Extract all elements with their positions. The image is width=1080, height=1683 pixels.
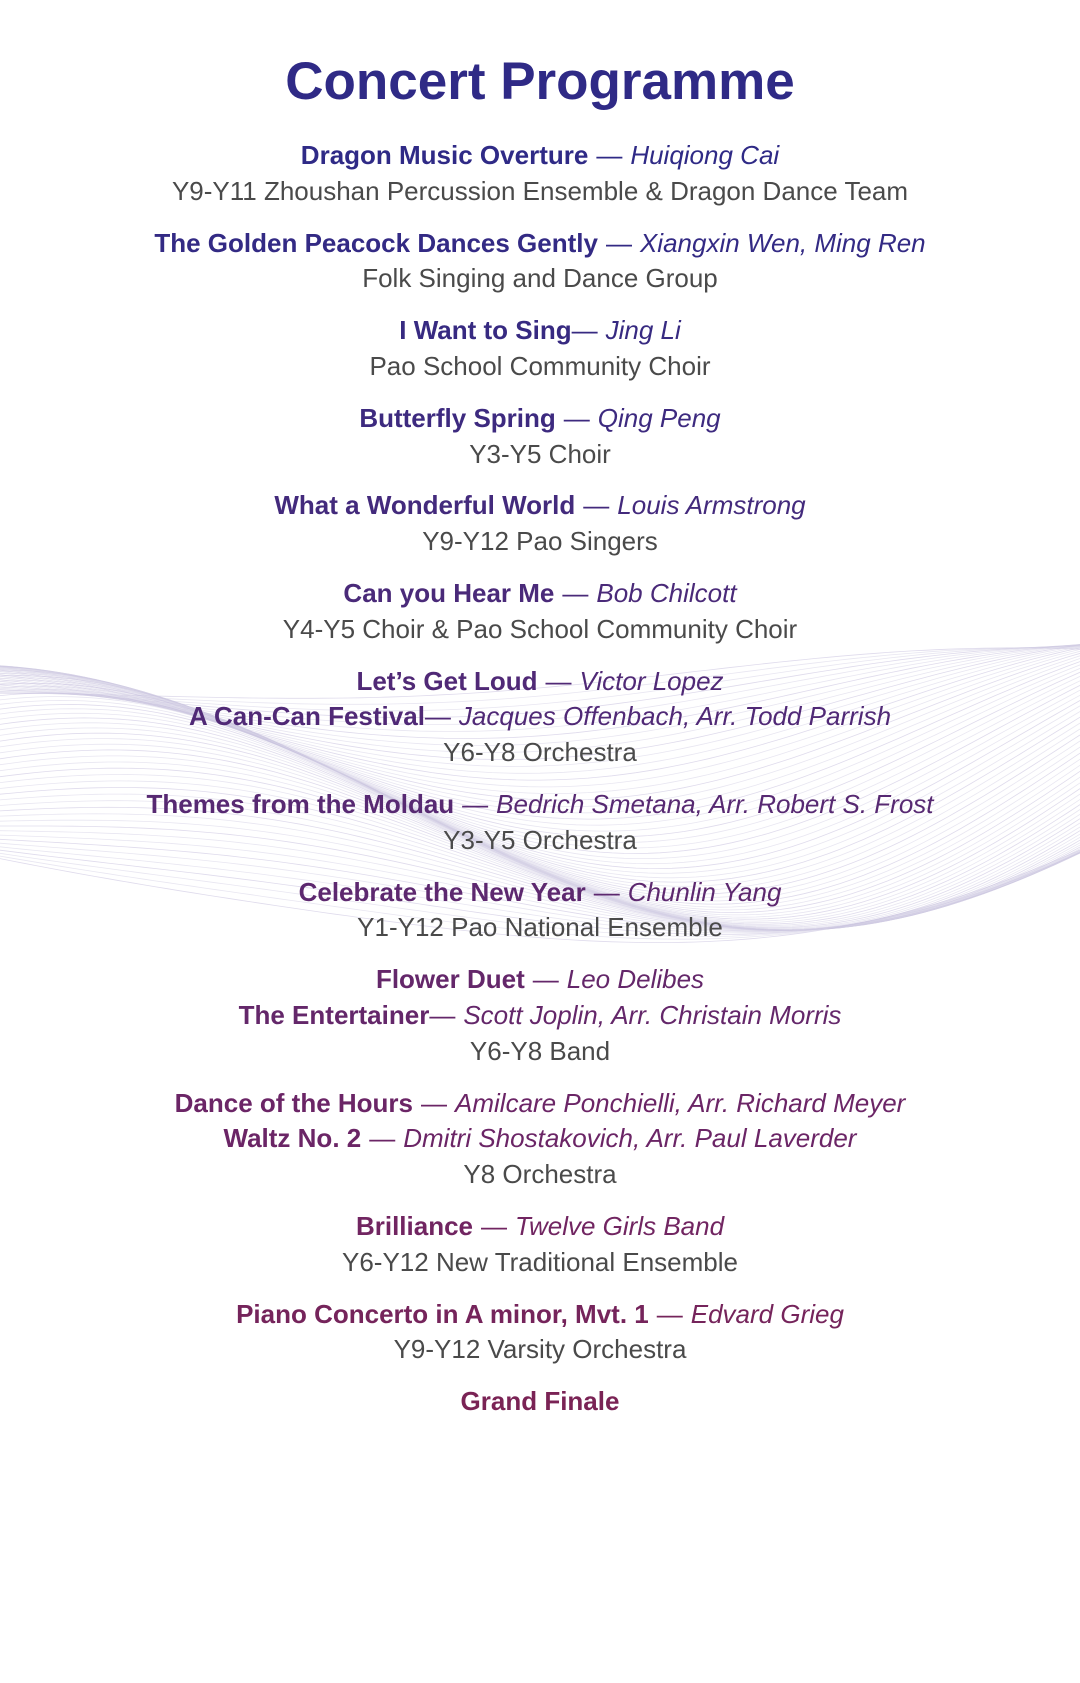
programme-item (0, 138, 1080, 210)
programme-item (0, 1297, 1080, 1369)
em-dash-separator: — (545, 665, 572, 696)
performer-line: Y1-Y12 Pao National Ensemble (357, 912, 723, 943)
composer-name: Bob Chilcott (596, 577, 737, 608)
piece-line (0, 313, 1080, 349)
composer-name: Huiqiong Cai (630, 140, 780, 170)
piece-line (0, 576, 1080, 612)
piece-title: Celebrate the New Year (298, 876, 586, 907)
piece-title: Dance of the Hours (174, 1087, 414, 1118)
piece-line (0, 962, 1080, 998)
piece-line (0, 488, 1080, 524)
performer-line: Y6-Y8 Band (469, 1035, 611, 1066)
composer-name: Qing Peng (597, 402, 721, 433)
piece-title: I Want to Sing (399, 315, 572, 346)
em-dash-separator: — (583, 490, 610, 521)
piece-title: What a Wonderful World (274, 490, 576, 521)
piece-line (0, 1086, 1080, 1122)
programme-item (0, 488, 1080, 560)
programme-item (0, 1086, 1080, 1193)
piece-line (0, 1297, 1080, 1333)
programme-item (0, 576, 1080, 648)
piece-title: Let’s Get Loud (356, 665, 538, 696)
piece-line (0, 401, 1080, 437)
piece-line (0, 226, 1080, 262)
performer-line: Y4-Y5 Choir & Pao School Community Choir (282, 613, 798, 644)
piece-line (0, 875, 1080, 911)
piece-line (0, 664, 1080, 700)
em-dash-separator: — (429, 999, 456, 1030)
performer-line: Y9-Y12 Pao Singers (422, 526, 658, 557)
piece-title: A Can-Can Festival (188, 701, 425, 732)
piece-line (0, 1384, 1080, 1420)
programme-list (0, 138, 1080, 1420)
piece-title: Themes from the Moldau (146, 788, 455, 819)
programme-item (0, 401, 1080, 473)
em-dash-separator: — (571, 315, 598, 346)
performer-line: Y3-Y5 Choir (469, 438, 611, 469)
programme-item (0, 875, 1080, 947)
composer-name: Xiangxin Wen, Ming Ren (639, 227, 926, 258)
programme-item (0, 787, 1080, 859)
piece-title: The Golden Peacock Dances Gently (154, 227, 598, 258)
composer-name: Jacques Offenbach, Arr. Todd Parrish (458, 701, 892, 732)
programme-item (0, 664, 1080, 771)
composer-name: Twelve Girls Band (515, 1210, 725, 1241)
piece-title: Flower Duet (375, 964, 525, 995)
em-dash-separator: — (421, 1087, 448, 1118)
piece-line (0, 787, 1080, 823)
page-title: Concert Programme (285, 52, 795, 111)
piece-title: Grand Finale (460, 1386, 620, 1417)
em-dash-separator: — (563, 402, 590, 433)
programme-item (0, 1384, 1080, 1420)
em-dash-separator: — (532, 964, 559, 995)
piece-title: The Entertainer (238, 999, 430, 1030)
composer-name: Amilcare Ponchielli, Arr. Richard Meyer (455, 1087, 906, 1118)
composer-name: Louis Armstrong (617, 490, 806, 521)
piece-title: Waltz No. 2 (223, 1123, 362, 1154)
piece-title: Dragon Music Overture (300, 140, 589, 170)
performer-line: Y3-Y5 Orchestra (443, 824, 637, 855)
piece-line (0, 998, 1080, 1034)
em-dash-separator: — (596, 140, 623, 170)
piece-line (0, 1121, 1080, 1157)
programme-item (0, 226, 1080, 298)
piece-line (0, 699, 1080, 735)
composer-name: Bedrich Smetana, Arr. Robert S. Frost (496, 788, 934, 819)
em-dash-separator: — (424, 701, 451, 732)
piece-line (0, 138, 1080, 174)
composer-name: Victor Lopez (579, 665, 724, 696)
programme-item (0, 313, 1080, 385)
performer-line: Pao School Community Choir (369, 350, 711, 381)
composer-name: Edvard Grieg (690, 1298, 844, 1329)
programme-item (0, 1209, 1080, 1281)
piece-title: Butterfly Spring (359, 402, 556, 433)
em-dash-separator: — (369, 1123, 396, 1154)
composer-name: Dmitri Shostakovich, Arr. Paul Laverder (403, 1123, 857, 1154)
composer-name: Leo Delibes (566, 964, 705, 995)
programme-item (0, 962, 1080, 1069)
piece-title: Can you Hear Me (343, 577, 555, 608)
composer-name: Scott Joplin, Arr. Christain Morris (463, 999, 842, 1030)
em-dash-separator: — (656, 1298, 683, 1329)
performer-line: Y6-Y12 New Traditional Ensemble (342, 1246, 738, 1277)
piece-title: Brilliance (355, 1210, 474, 1241)
performer-line: Y6-Y8 Orchestra (443, 737, 637, 768)
composer-name: Chunlin Yang (627, 876, 782, 907)
performer-line: Folk Singing and Dance Group (362, 263, 718, 294)
em-dash-separator: — (605, 227, 632, 258)
piece-line (0, 1209, 1080, 1245)
em-dash-separator: — (462, 788, 489, 819)
em-dash-separator: — (562, 577, 589, 608)
composer-name: Jing Li (605, 315, 681, 346)
performer-line: Y9-Y11 Zhoushan Percussion Ensemble & Dragon Dance Team (171, 175, 909, 206)
em-dash-separator: — (481, 1210, 508, 1241)
performer-line: Y9-Y12 Varsity Orchestra (393, 1334, 687, 1365)
piece-title: Piano Concerto in A minor, Mvt. 1 (236, 1298, 649, 1329)
em-dash-separator: — (593, 876, 620, 907)
performer-line: Y8 Orchestra (463, 1159, 617, 1190)
